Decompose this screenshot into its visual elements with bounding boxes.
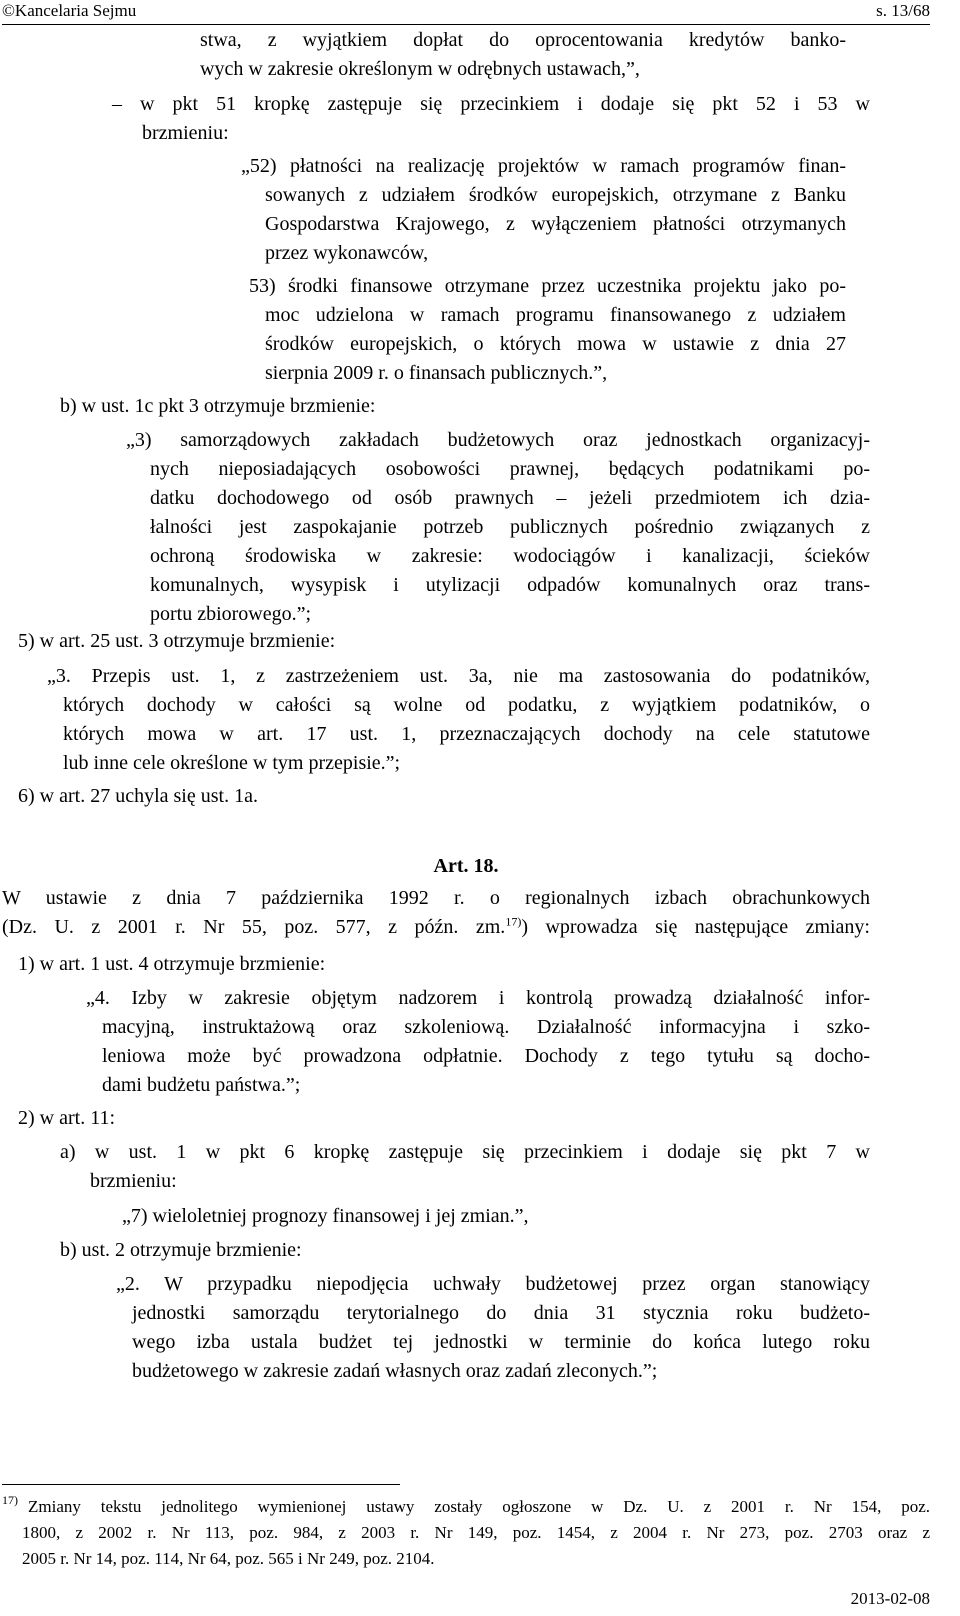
- paragraph-pkt-3-quote: [126, 426, 870, 629]
- text-line: W ustawie z dnia 7 października 1992 r. o regionalnych izbach obrachunkowych: [2, 887, 870, 909]
- text-line: których dochody w całości są wolne od podatku, z wyjątkiem podatników, o: [63, 694, 870, 716]
- text-line: 6) w art. 27 uchyla się ust. 1a.: [18, 785, 258, 807]
- text-fragment: (Dz. U. z 2001 r. Nr 55, poz. 577, z późn. zm.: [2, 916, 506, 938]
- text-line: b) w ust. 1c pkt 3 otrzymuje brzmienie:: [60, 395, 376, 417]
- footnote-reference[interactable]: 17): [505, 914, 522, 929]
- text-line: 53) środki finansowe otrzymane przez uczestnika projektu jako po-: [249, 275, 846, 297]
- header-divider: [2, 24, 930, 25]
- paragraph-item-5: [18, 627, 870, 656]
- text-line: „52) płatności na realizację projektów w ramach programów finan-: [241, 155, 846, 177]
- text-line: sierpnia 2009 r. o finansach publicznych.”,: [265, 362, 608, 384]
- footer-date: 2013-02-08: [850, 1589, 930, 1608]
- text-line: „3. Przepis ust. 1, z zastrzeżeniem ust. 3a, nie ma zastosowania do podatników,: [47, 665, 870, 687]
- text-fragment: ) wprowadza się następujące zmiany:: [521, 916, 870, 938]
- paragraph-ust-3-quote: [47, 662, 870, 778]
- text-line: sowanych z udziałem środków europejskich, otrzymane z Banku: [265, 184, 846, 206]
- text-line: środków europejskich, o których mowa w ustawie z dnia 27: [265, 333, 846, 355]
- text-line: jednostki samorządu terytorialnego do dnia 31 stycznia roku budżeto-: [132, 1302, 870, 1324]
- text-line: moc udzielona w ramach programu finansowanego z udziałem: [265, 304, 846, 326]
- paragraph-item-b-ust-2: [60, 1236, 870, 1265]
- paragraph-pkt-7-quote: [122, 1202, 870, 1231]
- paragraph-item-a: [60, 1138, 870, 1196]
- paragraph-ust-4-quote: [86, 984, 870, 1100]
- text-line: których mowa w art. 17 ust. 1, przeznaczających dochody na cele statutowe: [63, 723, 870, 745]
- text-line: leniowa może być prowadzona odpłatnie. Dochody z tego tytułu są docho-: [102, 1045, 870, 1067]
- text-line: b) ust. 2 otrzymuje brzmienie:: [60, 1239, 302, 1261]
- text-line: „2. W przypadku niepodjęcia uchwały budżetowej przez organ stanowiący: [116, 1273, 870, 1295]
- paragraph-item-b: [60, 392, 870, 421]
- text-line: „3) samorządowych zakładach budżetowych oraz jednostkach organizacyj-: [126, 429, 870, 451]
- footnote-divider: [2, 1484, 400, 1485]
- paragraph-pkt-52: [241, 152, 846, 268]
- text-line: stwa, z wyjątkiem dopłat do oprocentowania kredytów banko-: [200, 29, 846, 51]
- text-line: Gospodarstwa Krajowego, z wyłączeniem płatności otrzymanych: [265, 213, 846, 235]
- text-line: łalności jest zaspokajanie potrzeb publicznych pośrednio związanych z: [150, 516, 870, 538]
- header-source: ©Kancelaria Sejmu: [2, 1, 137, 20]
- paragraph-dash-item: [112, 90, 870, 148]
- text-line: 2) w art. 11:: [18, 1107, 116, 1129]
- paragraph-ust-2-quote: [116, 1270, 870, 1386]
- text-line: 5) w art. 25 ust. 3 otrzymuje brzmienie:: [18, 630, 336, 652]
- text-line: datku dochodowego od osób prawnych – jeżeli przedmiotem ich dzia-: [150, 487, 870, 509]
- text-line: 1) w art. 1 ust. 4 otrzymuje brzmienie:: [18, 953, 326, 975]
- text-line: nych nieposiadających osobowości prawnej, będących podatnikami po-: [150, 458, 870, 480]
- footnote-line: Zmiany tekstu jednolitego wymienionej ustawy zostały ogłoszone w Dz. U. z 2001 r. Nr 154, poz.: [28, 1497, 930, 1516]
- paragraph-item-1: [18, 950, 870, 979]
- article-title: Art. 18.: [433, 855, 499, 877]
- text-line: wych w zakresie określonym w odrębnych ustawach,”,: [200, 58, 640, 80]
- text-line: portu zbiorowego.”;: [150, 603, 312, 625]
- paragraph-item-2: [18, 1104, 870, 1133]
- header-page-number: s. 13/68: [876, 1, 930, 20]
- text-line: „4. Izby w zakresie objętym nadzorem i kontrolą prowadzą działalność infor-: [86, 987, 870, 1009]
- footnote-line: 1800, z 2002 r. Nr 113, poz. 984, z 2003 r. Nr 149, poz. 1454, z 2004 r. Nr 273, poz. 2703 oraz z: [22, 1523, 930, 1542]
- text-line: lub inne cele określone w tym przepisie.”;: [63, 752, 401, 774]
- text-line: wego izba ustala budżet tej jednostki w terminie do końca lutego roku: [132, 1331, 870, 1353]
- text-line: ochroną środowiska w zakresie: wodociągów i kanalizacji, ścieków: [150, 545, 870, 567]
- text-line: brzmieniu:: [90, 1170, 177, 1192]
- text-line: macyjną, instruktażową oraz szkoleniową. Działalność informacyjna i szko-: [102, 1016, 870, 1038]
- text-line: – w pkt 51 kropkę zastępuje się przecinkiem i dodaje się pkt 52 i 53 w: [112, 93, 870, 115]
- text-line: budżetowego w zakresie zadań własnych oraz zadań zleconych.”;: [132, 1360, 658, 1382]
- text-line: brzmieniu:: [142, 122, 229, 144]
- text-line: „7) wieloletniej prognozy finansowej i jej zmian.”,: [122, 1205, 529, 1227]
- footnote-line: 2005 r. Nr 14, poz. 114, Nr 64, poz. 565 i Nr 249, poz. 2104.: [22, 1549, 435, 1568]
- text-line: dami budżetu państwa.”;: [102, 1074, 301, 1096]
- footnote: 17) Zmiany tekstu jednolitego wymienionej ustawy zostały ogłoszone w Dz. U. z 2001 r. Nr 154, poz. 1800, z 2002 r. Nr 113, poz. 984, z 2003 r. Nr 149, poz. 1454, z 2004 r. Nr 273, poz. 2703 oraz z 2005 r. Nr 14, poz. 114, Nr 64, poz. 565 i Nr 249, poz. 2104.: [2, 1494, 930, 1572]
- text-line: przez wykonawców,: [265, 242, 429, 264]
- text-line: a) w ust. 1 w pkt 6 kropkę zastępuje się przecinkiem i dodaje się pkt 7 w: [60, 1141, 870, 1163]
- paragraph-pkt-53: [249, 272, 846, 388]
- paragraph-item-6: [18, 782, 870, 811]
- text-line: [2, 913, 870, 942]
- paragraph-continuation: [200, 26, 846, 84]
- text-line: komunalnych, wysypisk i utylizacji odpadów komunalnych oraz trans-: [150, 574, 870, 596]
- paragraph-art-18-intro: [2, 884, 870, 942]
